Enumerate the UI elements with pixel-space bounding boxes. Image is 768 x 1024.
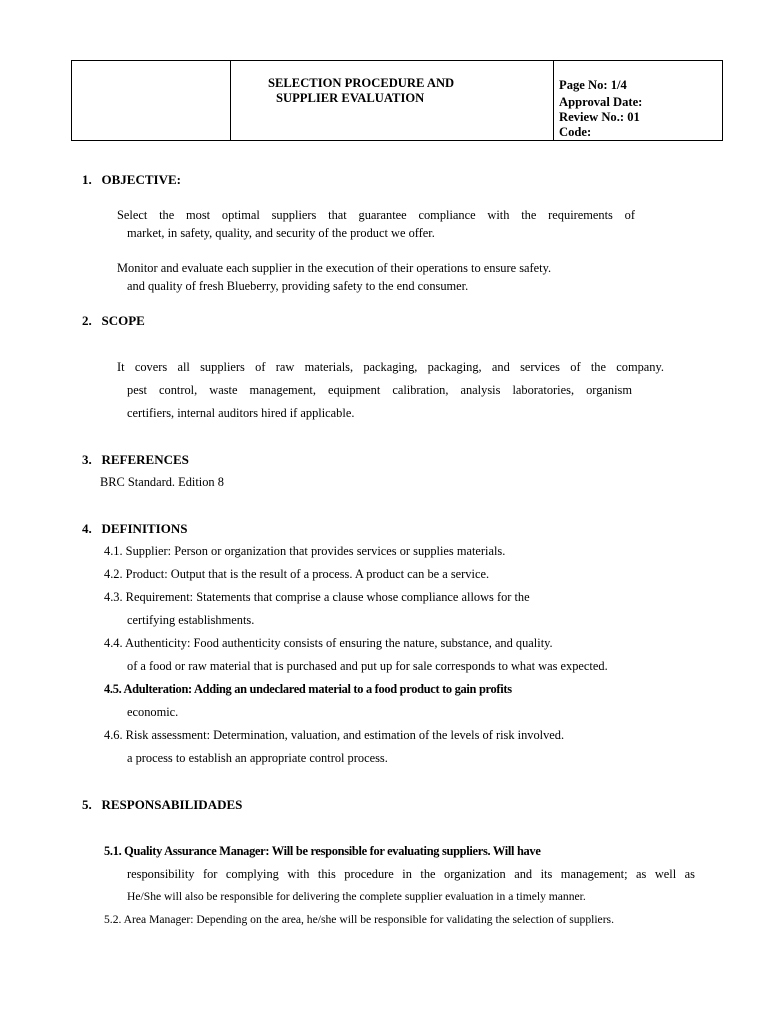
objective-bullet1-line2: market, in safety, quality, and security of the product we offer. xyxy=(127,226,435,240)
definition-adulteration-line1: 4.5. Adulteration: Adding an undeclared material to a food product to gain profits xyxy=(104,682,512,696)
definition-supplier: 4.1. Supplier: Person or organization that provides services or supplies materials. xyxy=(104,544,506,558)
definition-risk-line2: a process to establish an appropriate control process. xyxy=(127,751,388,765)
section-heading-scope: 2. SCOPE xyxy=(82,313,145,328)
scope-line1: It covers all suppliers of raw materials, packaging, packaging, and services of the company. xyxy=(117,360,664,374)
reference-text: BRC Standard. Edition 8 xyxy=(100,475,224,489)
section-heading-references: 3. REFERENCES xyxy=(82,452,189,467)
definition-adulteration-line2: economic. xyxy=(127,705,179,719)
objective-bullet2-line1: Monitor and evaluate each supplier in the execution of their operations to ensure safety. xyxy=(117,261,552,275)
review-number: Review No.: 01 xyxy=(559,110,640,124)
section-heading-definitions: 4. DEFINITIONS xyxy=(82,521,188,536)
scope-line3: certifiers, internal auditors hired if applicable. xyxy=(127,406,355,420)
title-cell xyxy=(230,61,554,140)
responsibility-qa-line3: He/She will also be responsible for delivering the complete supplier evaluation in a timely manner. xyxy=(127,890,586,903)
control-info-cell xyxy=(554,61,724,140)
section-heading-responsibilities: 5. RESPONSABILIDADES xyxy=(82,797,243,812)
definition-requirement-line2: certifying establishments. xyxy=(127,613,255,627)
definition-product: 4.2. Product: Output that is the result of a process. A product can be a service. xyxy=(104,567,490,581)
page-number: Page No: 1/4 xyxy=(559,78,627,92)
approval-date: Approval Date: xyxy=(559,95,643,109)
responsibility-qa-line1: 5.1. Quality Assurance Manager: Will be responsible for evaluating suppliers. Will have xyxy=(104,844,541,858)
definition-requirement-line1: 4.3. Requirement: Statements that comprise a clause whose compliance allows for the xyxy=(104,590,530,604)
document-code: Code: xyxy=(559,125,592,139)
document-header-table xyxy=(71,60,723,141)
document-title-line2: SUPPLIER EVALUATION xyxy=(276,91,425,105)
responsibility-area-manager: 5.2. Area Manager: Depending on the area, he/she will be responsible for validating the selection of suppliers. xyxy=(104,913,614,926)
objective-bullet2-line2: and quality of fresh Blueberry, providing safety to the end consumer. xyxy=(127,279,469,293)
responsibility-qa-line2: responsibility for complying with this procedure in the organization and its management; as well as xyxy=(127,867,695,881)
objective-bullet1-line1: Select the most optimal suppliers that guarantee compliance with the requirements of xyxy=(117,208,635,222)
definition-authenticity-line2: of a food or raw material that is purchased and put up for sale corresponds to what was expected. xyxy=(127,659,608,673)
document-title-line1: SELECTION PROCEDURE AND xyxy=(268,76,455,90)
logo-cell xyxy=(72,61,231,140)
scope-line2: pest control, waste management, equipment calibration, analysis laboratories, organism xyxy=(127,383,632,397)
section-heading-objective: 1. OBJECTIVE: xyxy=(82,172,181,187)
definition-authenticity-line1: 4.4. Authenticity: Food authenticity consists of ensuring the nature, substance, and quality. xyxy=(104,636,553,650)
definition-risk-line1: 4.6. Risk assessment: Determination, valuation, and estimation of the levels of risk involved. xyxy=(104,728,565,742)
